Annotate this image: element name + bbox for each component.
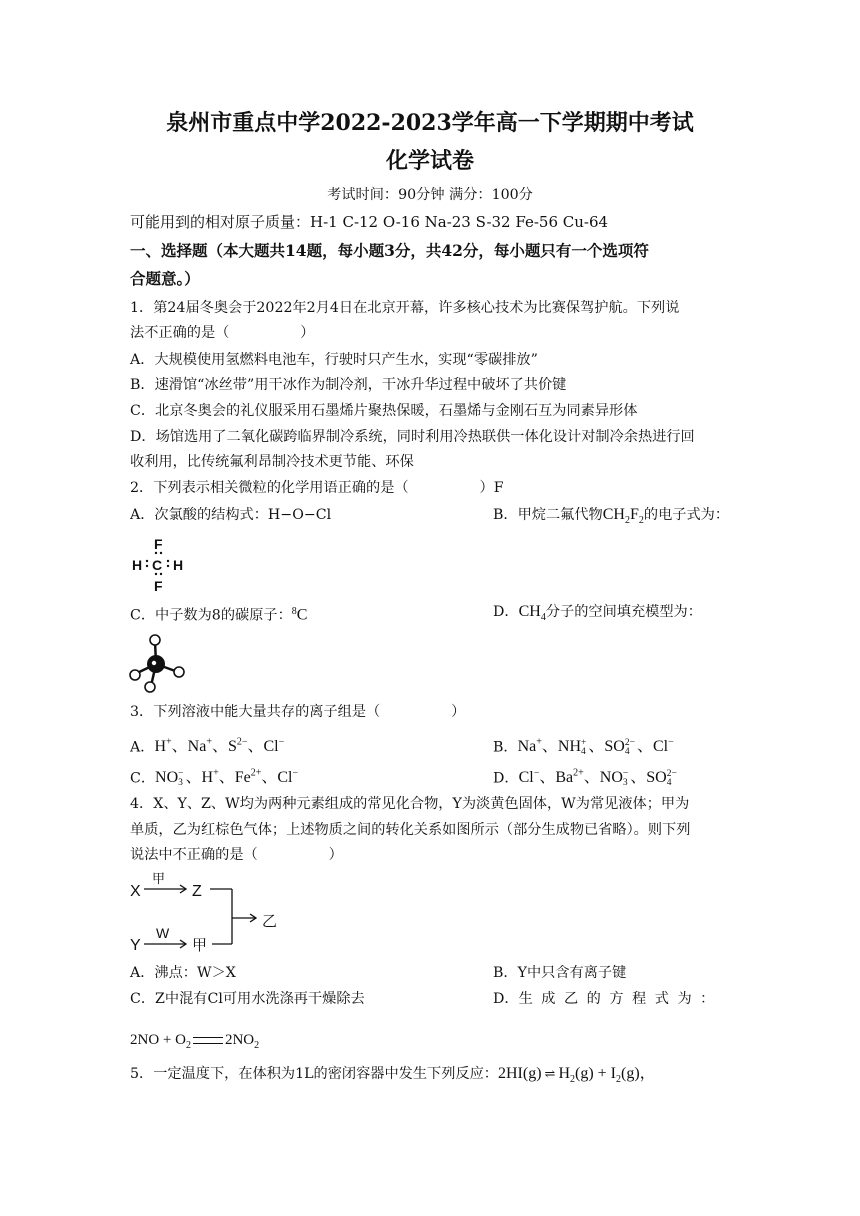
svg-text:F: F [154,578,163,594]
q4-stem-line2: 单质，乙为红棕色气体；上述物质之间的转化关系如图所示（部分生成物已省略）。则下列 [130,822,691,838]
q4-option-a: A．沸点：W＞X [130,965,236,981]
ch2f2-electron-dot-image [130,536,190,594]
q3-option-c [130,764,298,788]
q2-option-c [130,602,307,626]
atomic-mass-line: 可能用到的相对原子质量：H-1 C-12 O-16 Na-23 S-32 Fe-56 Cu-64 [130,213,609,231]
q5-stem [130,1064,656,1090]
q4-stem-line1: 4．X、Y、Z、W均为两种元素组成的常见化合物，Y为淡黄色固体，W为常见液体；甲为 [130,796,690,812]
q4-option-d: D．生 成 乙 的 方 程 式 为 ： [493,991,715,1007]
svg-text:F: F [154,536,163,552]
q1-stem-line1: 1．第24届冬奥会于2022年2月4日在北京开幕，许多核心技术为比赛保驾护航。下列说 [130,300,680,316]
q4-equation: $2NO + O_2$ $2NO_2$ [130,1032,260,1051]
q2-stem: 2．下列表示相关微粒的化学用语正确的是（ ）F [130,480,504,496]
carbon-symbol: C [296,606,308,624]
diagram-y: Y [130,937,141,954]
q4-conversion-diagram [128,866,288,958]
diagram-jia-top: 甲 [152,871,166,886]
q3-option-d [493,764,679,788]
q3-option-a [130,733,284,757]
q3-ions-b: Na+、NH + 4 、SO 2− 4 、Cl− [517,737,674,757]
q1-option-c: C．北京冬奥会的礼仪服采用石墨烯片聚热保暖，石墨烯与金刚石互为同素异形体 [130,403,638,419]
q3-option-a-label: A． [130,739,155,756]
ch4-model-image [128,632,186,694]
q4-option-b: B．Y中只含有离子键 [493,965,627,981]
q1-option-b: B．速滑馆“冰丝带”用干冰作为制冷剂，干冰升华过程中破坏了共价键 [130,377,567,393]
svg-text:H: H [173,557,184,573]
q2-option-b-prefix: B．甲烷二氟代物 [493,507,603,523]
section-heading-line1: 一、选择题（本大题共14题，每小题3分，共42分，每小题只有一个选项符 [130,241,649,260]
q4-option-c: C．Z中混有Cl可用水洗涤再干燥除去 [130,991,365,1007]
ch4-formula: $CH_4$ [518,603,546,624]
diagram-w: W [156,925,170,941]
diagram-jia-bottom: 甲 [192,937,208,954]
q2-option-d-suffix: 分子的空间填充模型为： [545,604,702,620]
carbon-mass-number: 8 [291,606,297,617]
svg-text:C: C [152,557,163,573]
q2-option-c-prefix: C．中子数为8的碳原子： [130,607,292,624]
q3-option-b-label: B． [493,739,518,756]
diagram-z: Z [192,883,202,900]
exam-subtitle: 化学试卷 [385,148,474,174]
q3-ions-a: H+、Na+、$S^{2-}$、Cl− [154,737,285,756]
q2-option-b-suffix: 的电子式为： [643,507,730,523]
q4-stem-line3: 说法中不正确的是（ ） [130,847,343,863]
diagram-x: X [130,883,141,900]
q3-ions-c: NO − 3 、H+、$Fe^{2+}$、Cl− [155,768,299,788]
section-heading-line2: 合题意。） [130,269,200,288]
exam-title: 泉州市重点中学2022-2023学年高一下学期期中考试 [166,110,694,136]
svg-text:H: H [132,557,143,573]
q2-option-a: A．次氯酸的结构式：H−O−Cl [130,507,332,523]
q1-option-a: A．大规模使用氢燃料电池车，行驶时只产生水，实现“零碳排放” [130,352,538,368]
diagram-yi: 乙 [262,913,278,930]
q3-option-b [493,733,674,757]
q5-stem-text: 5．一定温度下，在体积为1L的密闭容器中发生下列反应： [130,1066,498,1082]
q3-option-d-label: D． [493,770,519,787]
q2-option-b [493,505,729,531]
q1-stem-line2: 法不正确的是（ ） [130,325,315,341]
q2-option-d-prefix: D． [493,604,519,620]
q3-ions-d: Cl−、$Ba^{2+}$、NO − 3 、SO 2− 4 [518,768,677,788]
q3-option-c-label: C． [130,770,156,787]
q1-option-d-line2: 收利用，比传统氟利昂制冷技术更节能、环保 [130,454,414,470]
q1-option-d-line1: D．场馆选用了二氧化碳跨临界制冷系统，同时利用冷热联供一体化设计对制冷余热进行回 [130,429,695,445]
ch2f2-formula: $CH_2F_2$ [602,506,644,527]
q5-reaction: 2HI(g) ⇌ $H_2(g) + I_2(g)$， [497,1065,656,1086]
exam-info: 考试时间：90分钟 满分：100分 [327,187,533,203]
q2-option-d [493,602,702,628]
q3-stem: 3．下列溶液中能大量共存的离子组是（ ） [130,704,466,720]
